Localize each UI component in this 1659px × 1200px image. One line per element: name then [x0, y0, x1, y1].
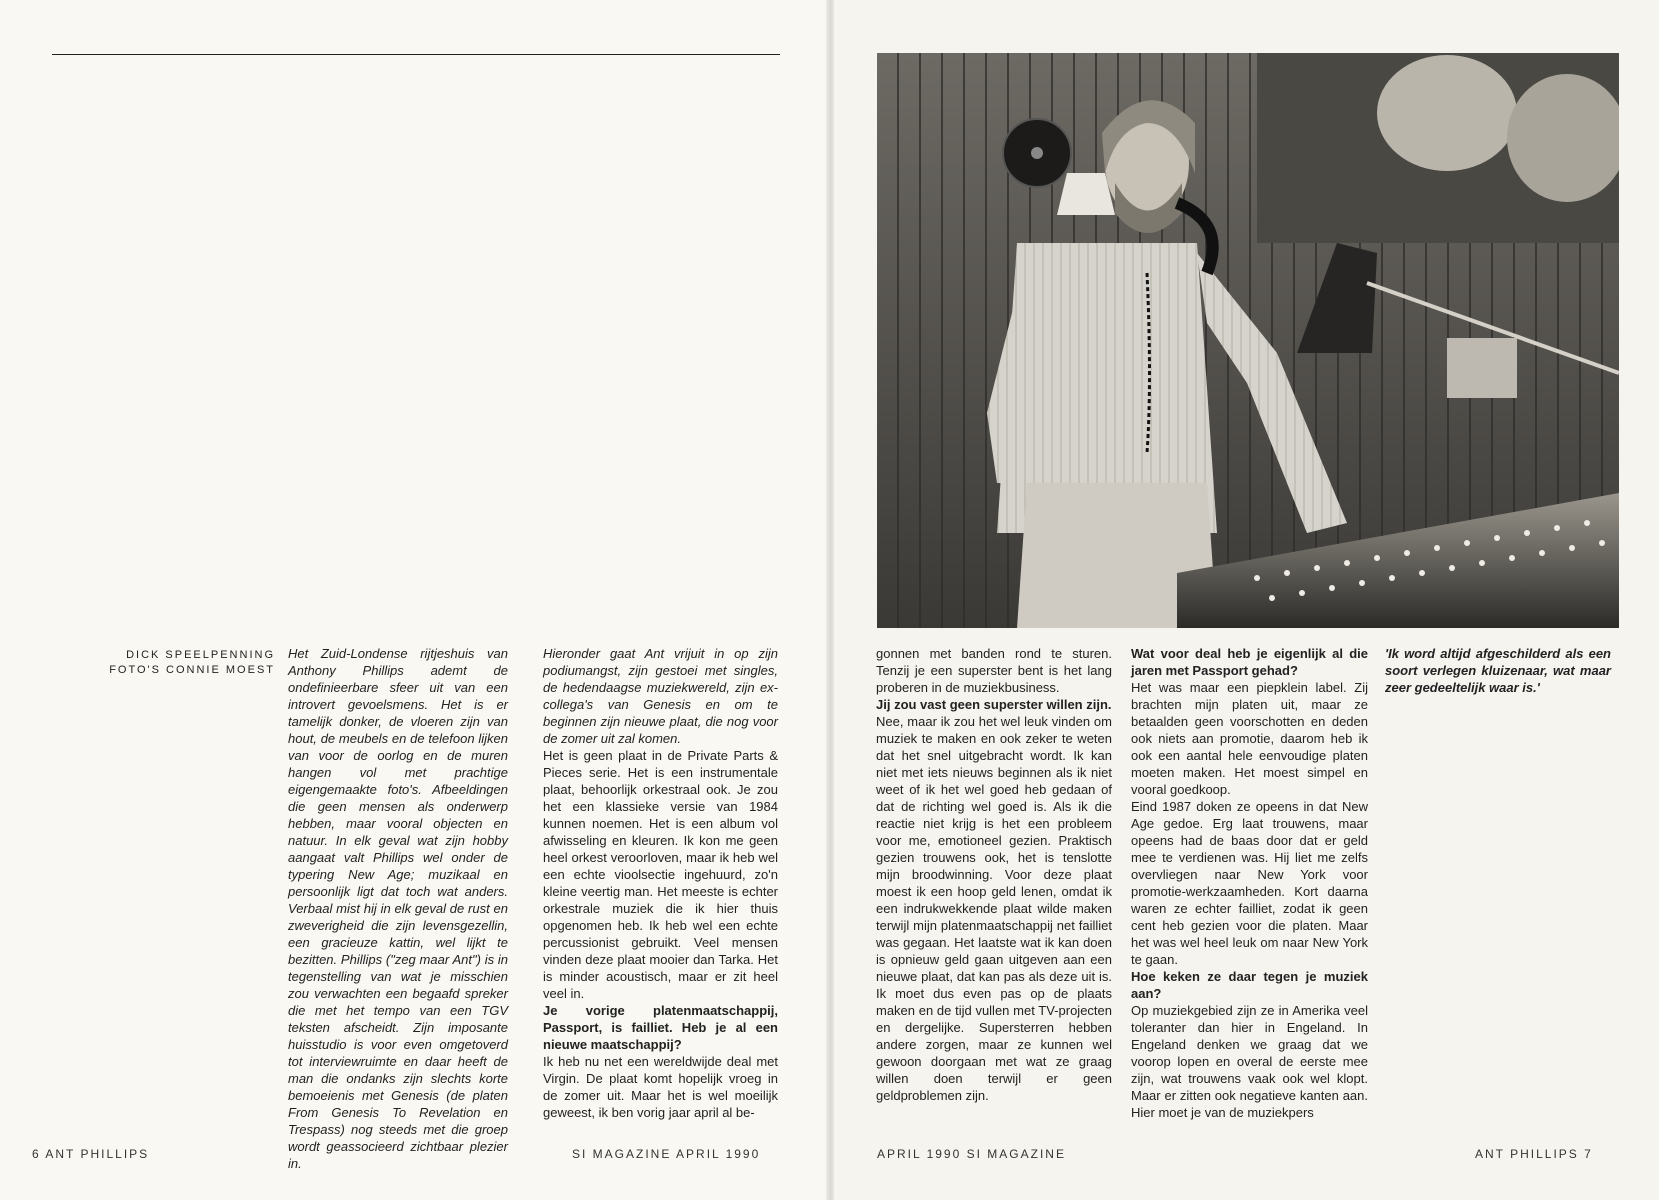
body-paragraph: Ik heb nu net een wereldwijde deal met Virgin. De plaat komt hopelijk vroeg in de zomer uit. Maar het is wel moeilijk geweest, ik ben vorig jaar april al be- — [543, 1054, 778, 1120]
body-paragraph: Hieronder gaat Ant vrijuit in op zijn podiumangst, zijn gestoei met singles, de hedendaagse muziekwereld, zijn ex-collega's van Genesis en om te beginnen zijn nieuwe plaat, die nog voor de zomer uit zal komen. — [543, 646, 778, 746]
folio-left: 6 ANT PHILLIPS — [32, 1147, 150, 1161]
folio-right: ANT PHILLIPS 7 — [1475, 1147, 1593, 1161]
credit-author: DICK SPEELPENNING — [126, 649, 275, 661]
rack-unit — [1447, 338, 1517, 398]
studio-photo — [877, 53, 1619, 628]
folio-center-left: SI MAGAZINE APRIL 1990 — [572, 1147, 761, 1161]
body-paragraph: Nee, maar ik zou het wel leuk vinden om muziek te maken en ook zeker te weten dat het snel uitgebracht wordt. Ik kan niet met iets nieuws beginnen als ik niet weet of ik het wel goed heb gedaan of dat de richting wel goed is. Als ik die reactie niet krijg is het een probleem voor me, emotioneel gezien. Praktisch gezien trouwens ook, het is tenslotte mijn broodwinning. Voor deze plaat moest ik een hoop geld lenen, omdat ik een indrukwekkende plaat wilde maken terwijl mijn platenmaatschappij net failliet was gegaan. Het laatste wat ik kan doen is opnieuw geld gaan uitgeven aan een nieuwe plaat, dat kan pas als deze uit is. Ik moet dus even pas op de plaats maken en de tijd vullen met TV-projecten en dergelijke. Supersterren hebben andere zorgen, maar ze kunnen wel gewoon doorgaan met wat ze graag willen doen terwijl er geen geldproblemen zijn. — [876, 714, 1112, 1103]
body-paragraph: gonnen met banden rond te sturen. Tenzij je een superster bent is het lang proberen in de muziekbusiness. — [876, 646, 1112, 695]
body-paragraph: Op muziekgebied zijn ze in Amerika veel toleranter dan hier in Engeland. In Engeland denken we graag dat we voorop lopen en overal de eerste mee zijn, wat trouwens vaak ook wel klopt. Maar er zitten ook negatieve kanten aan. Hier moet je van de muziekpers — [1131, 1003, 1368, 1120]
article-column-1 — [288, 645, 508, 1172]
article-column-3 — [876, 645, 1112, 1104]
body-paragraph: Eind 1987 doken ze opeens in dat New Age gedoe. Erg laat trouwens, maar opeens had de baas door dat er geld mee te verdienen was. Hij liet me zelfs overvliegen naar New York voor promotie-werkzaamheden. Kort daarna waren ze echter failliet, zodat ik geen cent heb gezien voor die platen. Maar het was wel heel leuk om naar New York te gaan. — [1131, 799, 1368, 967]
wall-lamp — [1057, 173, 1115, 215]
pull-quote — [1385, 645, 1611, 696]
studio-photo-illustration — [877, 53, 1619, 628]
interview-question: Jij zou vast geen superster willen zijn. — [876, 697, 1112, 712]
interview-question: Wat voor deal heb je eigenlijk al die jaren met Passport gehad? — [1131, 646, 1368, 678]
byline — [60, 648, 275, 678]
body-paragraph: Het was maar een piepklein label. Zij brachten mijn platen uit, maar ze betaalden geen voorschotten en deden ook niets aan promotie, daarom heb ik ook een aantal hele eenvoudige platen moeten maken. Het moest simpel en vooral goedkoop. — [1131, 680, 1368, 797]
folio-center-right: APRIL 1990 SI MAGAZINE — [877, 1147, 1066, 1161]
guitar-body — [1377, 55, 1517, 171]
article-column-2 — [543, 645, 778, 1121]
interview-question: Hoe keken ze daar tegen je muziek aan? — [1131, 969, 1368, 1001]
body-paragraph: Het is geen plaat in de Private Parts & Pieces serie. Het is een instrumentale plaat, behoorlijk orkestraal ook. Je zou het een klassieke versie van 1984 kunnen noemen. Het is een album vol afwisseling en kleuren. Ik kon me geen heel orkest veroorloven, maar ik heb wel een echte vioolsectie ingehuurd, zo'n kleine veertig man. Het meeste is echter orkestrale muziek die ik hier thuis opgenomen heb. Ik heb wel een echte percussionist gebruikt. Veel mensen vinden deze plaat mooier dan Tarka. Het is minder acoustisch, maar er zit heel veel in. — [543, 748, 778, 1001]
pull-quote-text: 'Ik word altijd afgeschilderd als een soort verlegen kluizenaar, wat maar zeer gedeeltelijk waar is.' — [1385, 646, 1611, 695]
article-column-4 — [1131, 645, 1368, 1121]
credit-photo: FOTO'S CONNIE MOEST — [109, 664, 275, 676]
page-gutter — [826, 0, 834, 1200]
body-paragraph: Het Zuid-Londense rijtjeshuis van Anthony Phillips ademt de ondefinieerbare sfeer uit van een introvert gevoelsmens. Het is er tamelijk donker, de vloeren zijn van hout, de meubels en de telefoon lijken van voor de oorlog en de muren hangen vol met prachtige eigengemaakte foto's. Afbeeldingen die geen mensen als onderwerp hebben, maar vooral objecten en natuur. In elk geval wat zijn hobby aangaat valt Phillips wel onder de typering New Age; muzikaal en persoonlijk ligt dat toch wat anders. Verbaal mist hij in elk geval de rust en zweverigheid die zijn levensgezellin, een gracieuze kattin, wel lijkt te bezitten. Phillips ("zeg maar Ant") is in tegenstelling van wat je misschien zou verwachten een begaafd spreker die met het tempo van een TGV teksten afscheidt. Zijn imposante huisstudio is voor even omgetoverd tot interviewruimte en daar heeft de man die ondanks zijn slechts korte bemoeienis met Genesis (de platen From Genesis To Revelation en Trespass) nog steeds met die groep wordt geassocieerd zichtbaar plezier in. — [288, 646, 508, 1171]
top-rule — [52, 54, 780, 55]
interview-question: Je vorige platenmaatschappij, Passport, is failliet. Heb je al een nieuwe maatschappij? — [543, 1003, 778, 1052]
